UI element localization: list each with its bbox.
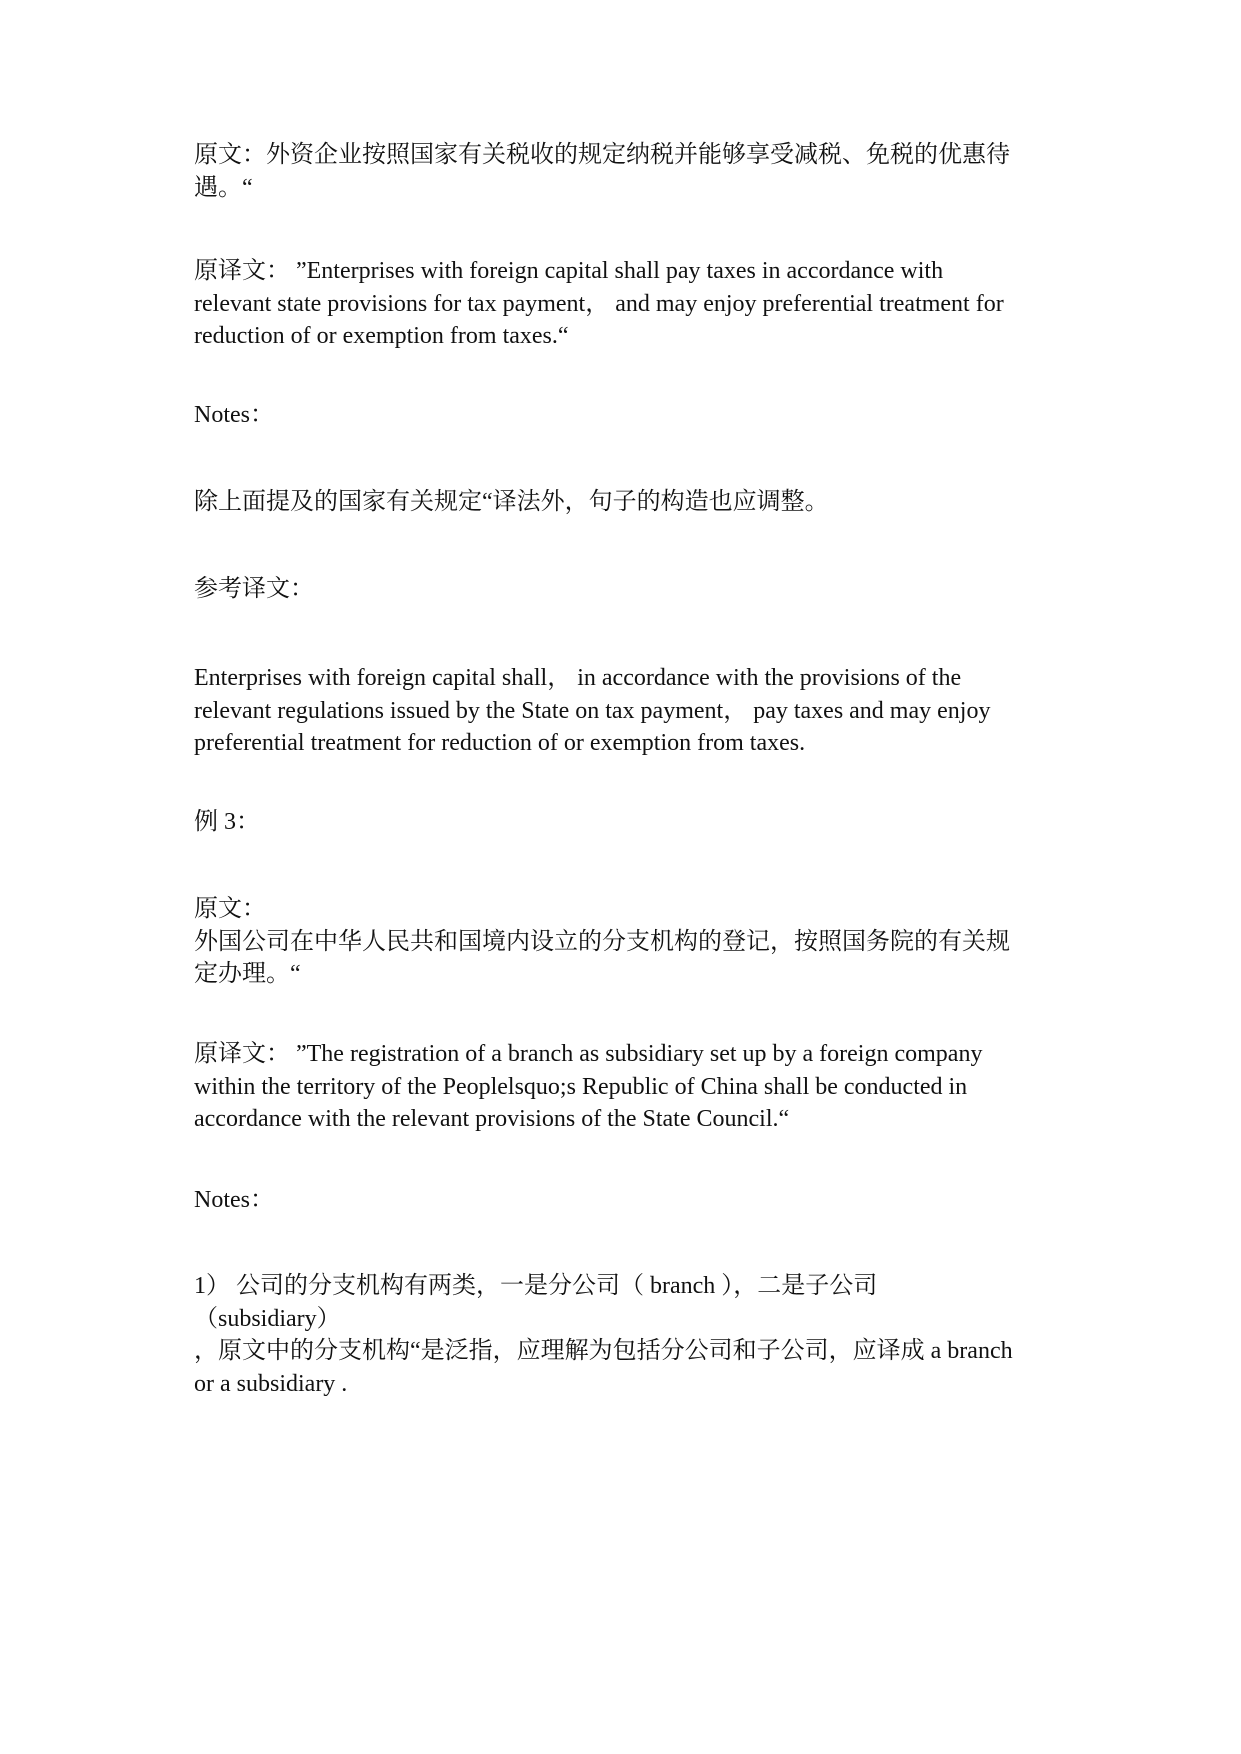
text-line: 原文： [194,896,266,922]
original-translation-2 [194,1038,1054,1136]
text-line: Enterprises with foreign capital shall， in accordance with the provisions of the [194,665,962,691]
text-line: accordance with the relevant provisions of the State Council.“ [194,1106,790,1132]
text-line: 遇。“ [194,174,253,201]
text-line: Notes： [194,1187,274,1213]
original-translation-1 [194,255,1054,353]
text-line: relevant regulations issued by the State on tax payment， pay taxes and may enjoy [194,697,991,724]
notes-heading-1 [194,399,1054,432]
text-line: 原译文： ”The registration of a branch as subsidiary set up by a foreign company [194,1041,983,1067]
text-line: 原文：外资企业按照国家有关税收的规定纳税并能够享受减税、免税的优惠待 [194,142,1010,168]
text-line: （subsidiary） [194,1305,341,1332]
text-line: or a subsidiary . [194,1370,348,1397]
text-line: reduction of or exemption from taxes.“ [194,323,569,349]
text-line: 外国公司在中华人民共和国境内设立的分支机构的登记，按照国务院的有关规 [194,928,1010,955]
original-text-1 [194,139,1054,204]
text-line: 1） 公司的分支机构有两类，一是分公司（ branch ），二是子公司 [194,1273,878,1299]
example-3-heading [194,806,1054,839]
text-line: relevant state provisions for tax payment， and may enjoy preferential treatment for [194,290,1004,317]
text-line: 原译文： ”Enterprises with foreign capital shall pay taxes in accordance with [194,258,944,284]
text-line: 参考译文： [194,576,314,602]
text-line: ，原文中的分支机构“是泛指，应理解为包括分公司和子公司，应译成 a branch [194,1338,1013,1364]
notes-heading-2 [194,1184,1054,1217]
text-line: 例 3： [194,809,260,835]
text-line: within the territory of the Peoplelsquo;s Republic of China shall be conducted in [194,1073,968,1100]
original-text-2 [194,893,1054,991]
text-line: preferential treatment for reduction of or exemption from taxes. [194,730,806,756]
reference-translation-text [194,662,1054,760]
note-text-2 [194,1270,1054,1400]
text-line: 除上面提及的国家有关规定“译法外，句子的构造也应调整。 [194,489,829,515]
reference-translation-heading [194,573,1054,606]
note-text-1 [194,486,1054,519]
text-line: Notes： [194,402,274,428]
text-line: 定办理。“ [194,961,301,987]
